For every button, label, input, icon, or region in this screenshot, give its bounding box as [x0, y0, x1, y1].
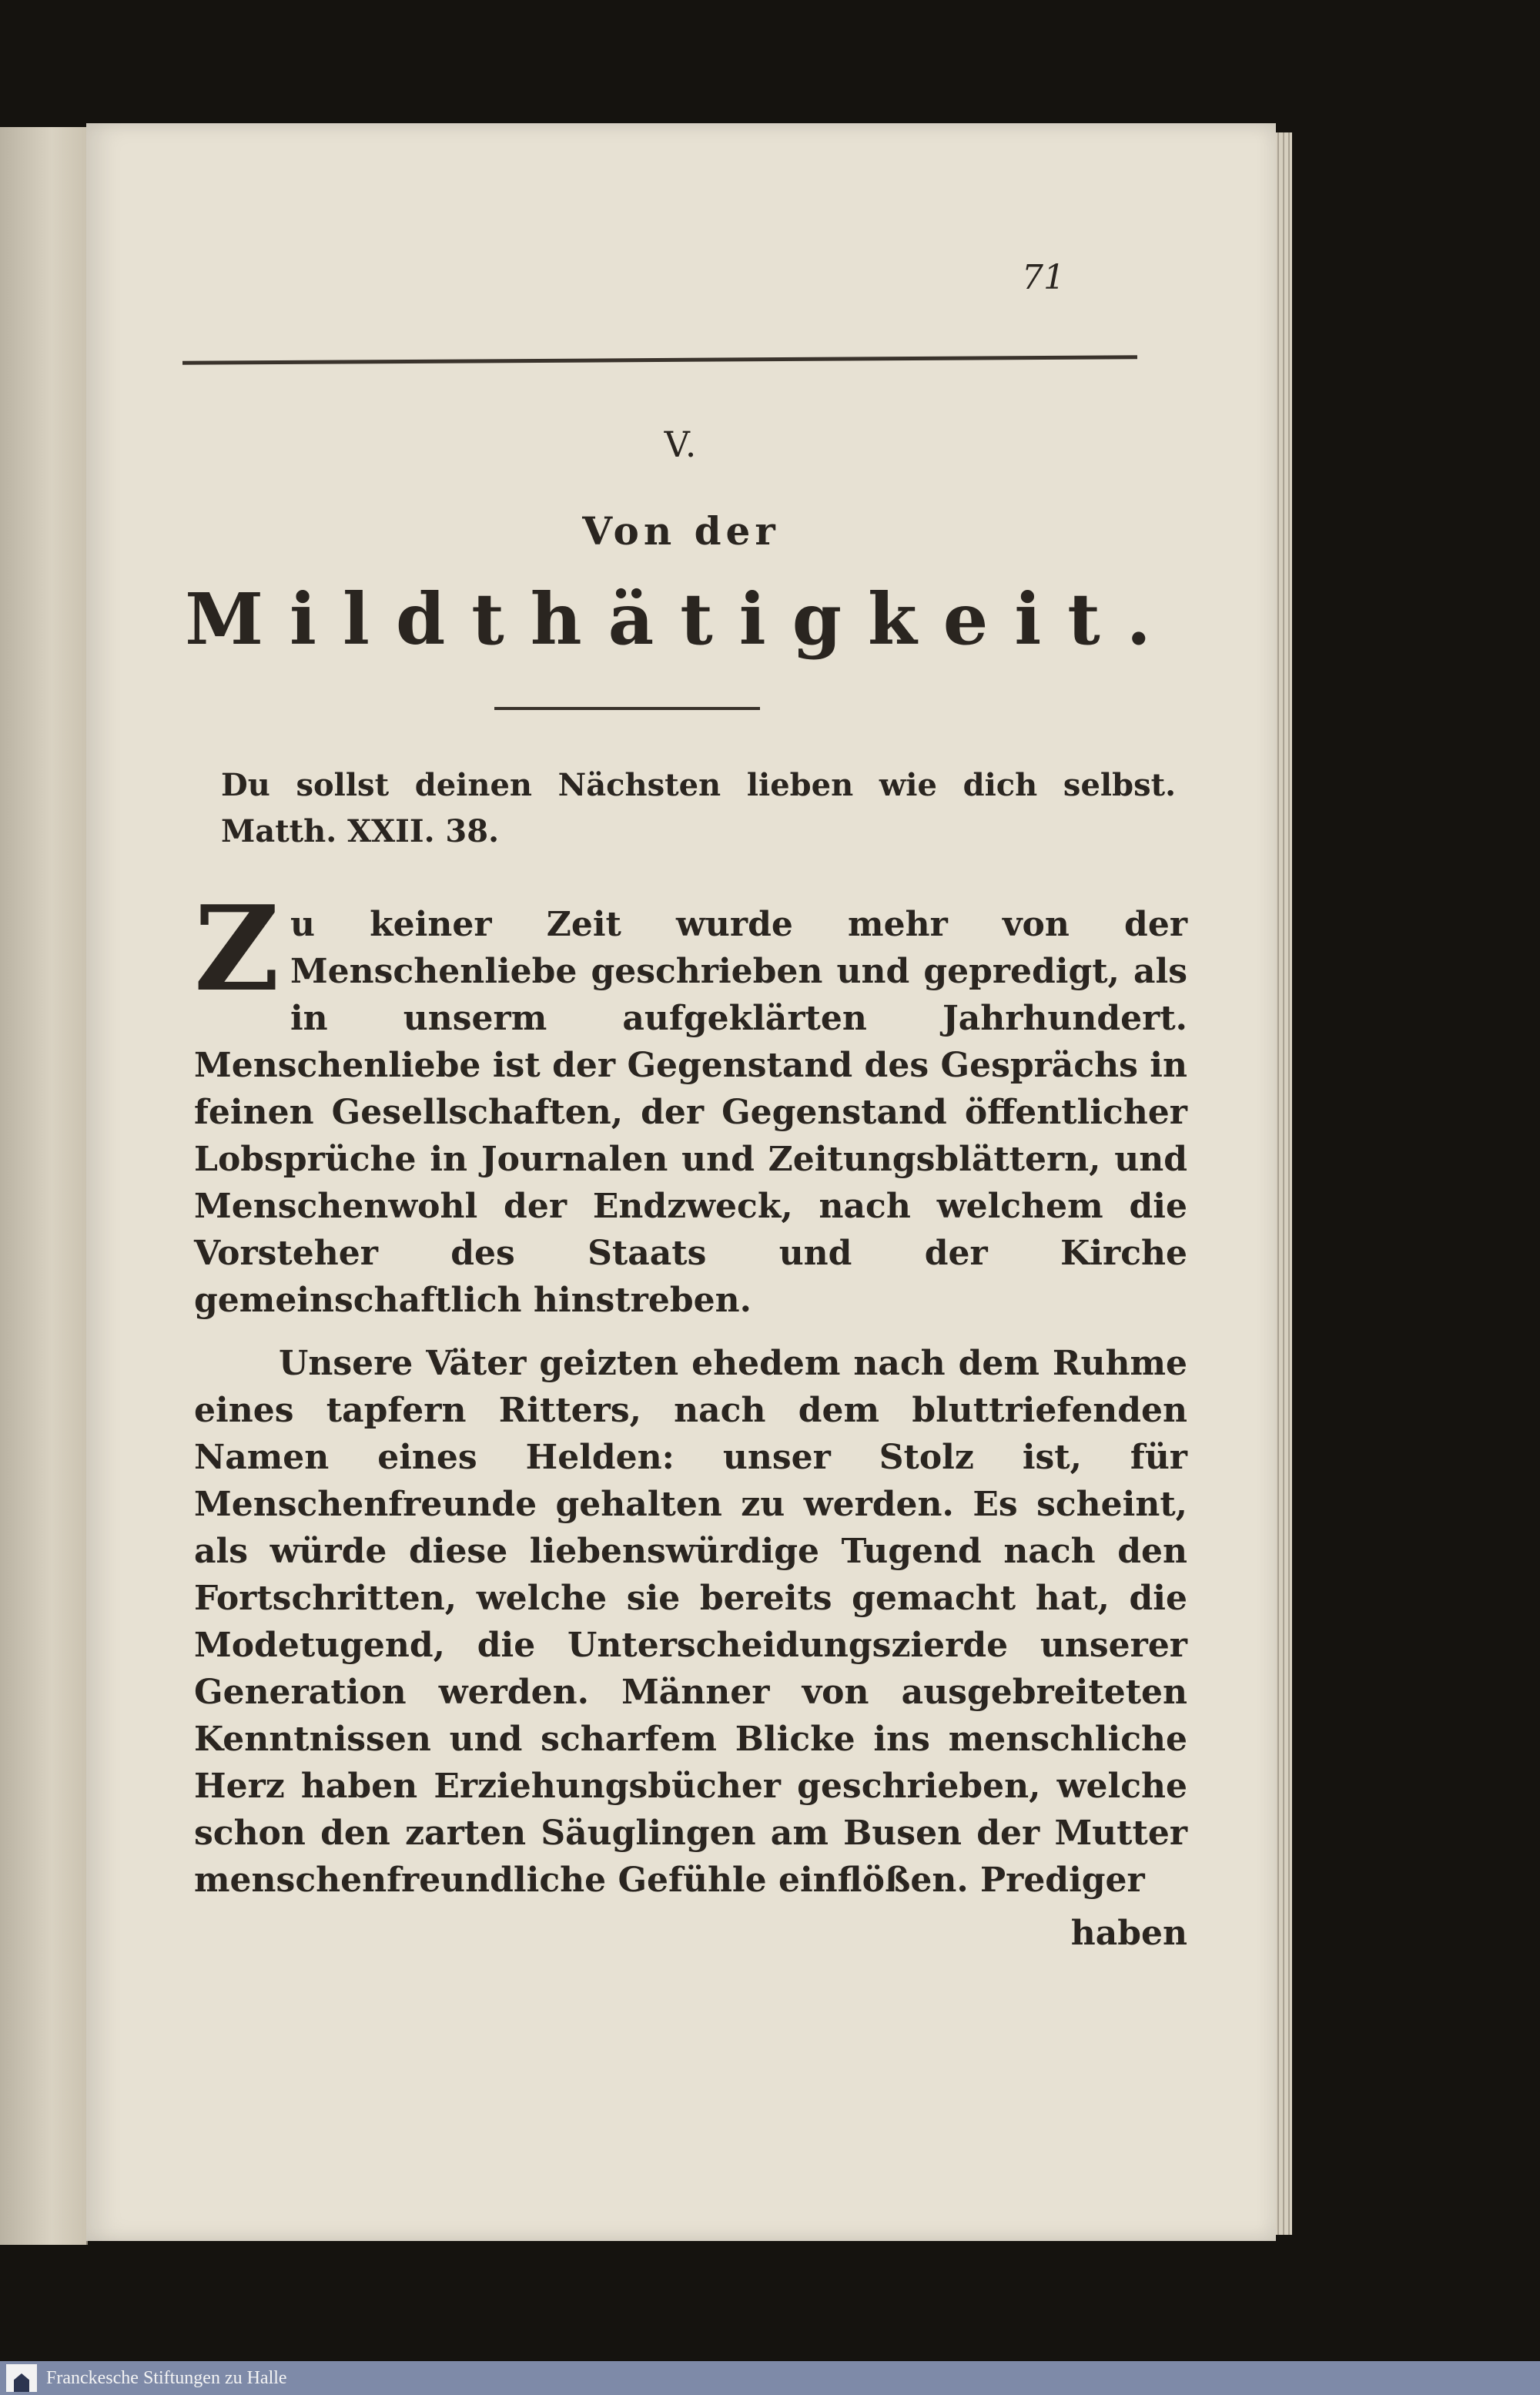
epigraph: Du sollst deinen Nächsten lieben wie dich selbst. Matth. XXII. 38. — [221, 767, 1176, 849]
header-rule — [182, 355, 1137, 365]
chapter-title-prefix: Von der — [582, 508, 780, 554]
chapter-number: V. — [664, 424, 698, 465]
foundation-logo-icon — [6, 2364, 37, 2392]
facing-page-edge — [0, 127, 88, 2245]
chapter-title: Mildthätigkeit. — [185, 578, 1177, 661]
catchword: haben — [1070, 1914, 1187, 1953]
page-number: 71 — [1022, 258, 1065, 297]
book-page — [86, 123, 1276, 2241]
title-rule — [494, 707, 760, 710]
paragraph-1: Zu keiner Zeit wurde mehr von der Menschenliebe geschrieben und gepredigt, als in unserm aufgeklärten Jahrhundert. Menschenliebe ist der Gegenstand des Gesprächs in feinen Gesellschaften, der Gegenstand öffentlicher Lobsprüche in Journalen und Zeitungsblättern, und Menschenwohl der Endzweck, nach welchem die Vorsteher des Staats und der Kirche gemeinschaftlich hinstreben. — [194, 879, 1187, 1320]
paragraph-2: Unsere Väter geizten ehedem nach dem Ruhme eines tapfern Ritters, nach dem bluttriefenden Namen eines Helden: unser Stolz ist, für Menschenfreunde gehalten zu werden. Es scheint, als würde diese liebenswürdige Tugend nach den Fortschritten, welche sie bereits gemacht hat, die Modetugend, die Unterscheidungszierde unserer Generation werden. Männer von ausgebreiteten Kenntnissen und scharfem Blicke ins menschliche Herz haben Erziehungsbücher geschrieben, welche schon den zarten Säuglingen am Busen der Mutter menschenfreundliche Gefühle einflößen. Prediger — [194, 1344, 1187, 1900]
footer-institution: Franckesche Stiftungen zu Halle — [46, 2367, 287, 2388]
footer-bar — [0, 2361, 1540, 2395]
